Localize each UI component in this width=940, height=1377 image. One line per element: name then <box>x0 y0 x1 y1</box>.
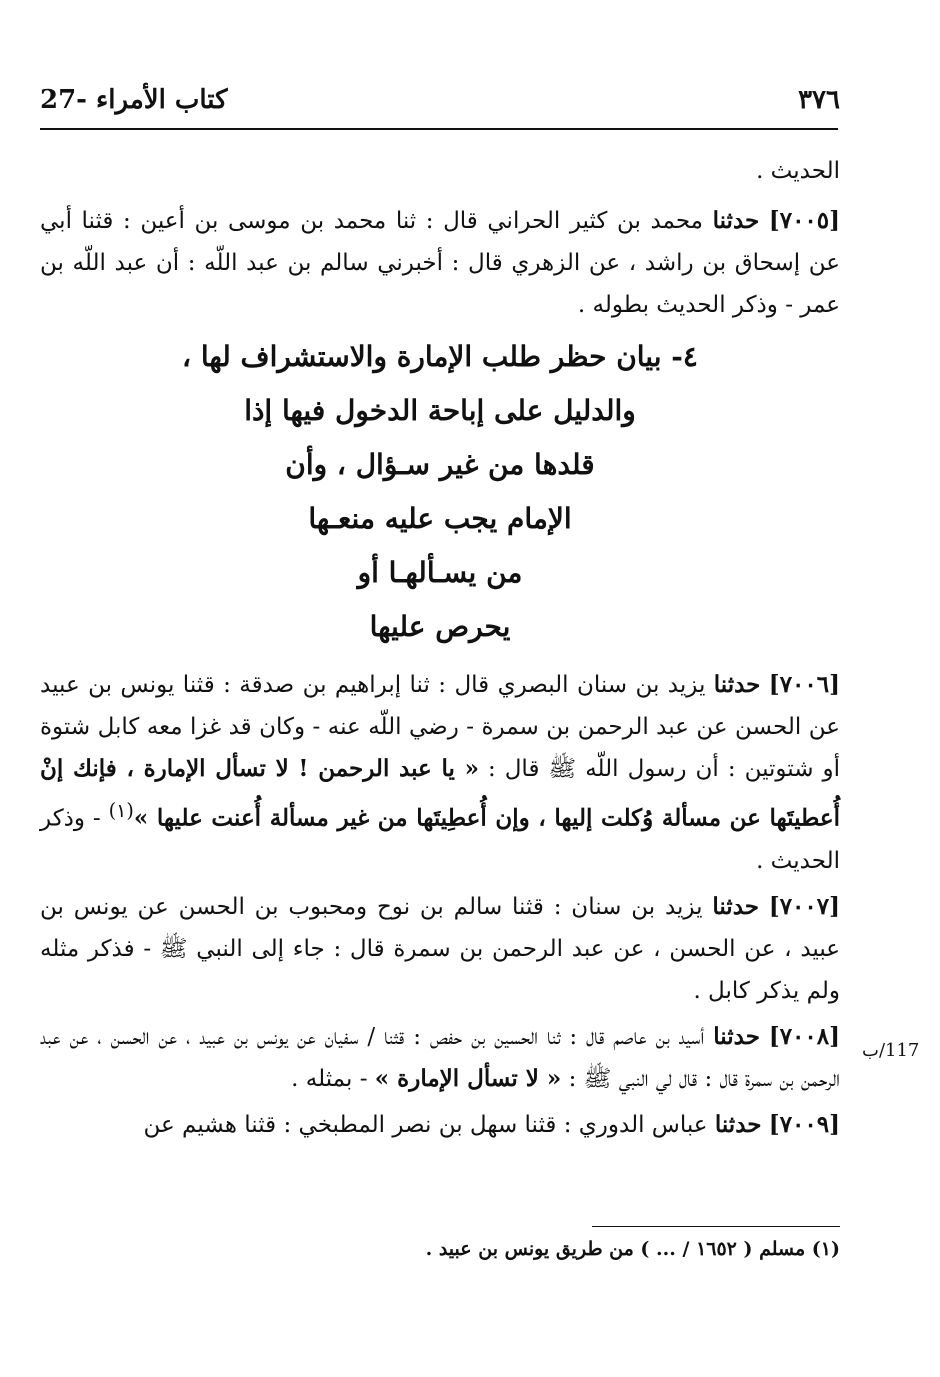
heading-line: يحرص عليها <box>369 610 511 643</box>
main-text <box>40 150 840 1150</box>
hadith-text: عباس الدوري : قثنا سهل بن نصر المطبخي : قثنا هشيم عن <box>143 1111 708 1138</box>
footnote: (١) مسلم ( ١٦٥٢ / ... ) من طريق يونس بن عبيد . <box>425 1238 840 1260</box>
hadith-text: أسيد بن عاصم قال : ثنا الحسين بن حفص : قثنا / سفيان عن يونس بن عبيد ، عن الحسن ، عن عبد الرحمن بن سمرة قال : قال لي النبي ﷺ : <box>40 1023 840 1092</box>
hadith-keyword: حدثنا <box>713 671 761 698</box>
footnote-marker: (١) <box>108 799 134 822</box>
hadith-7006 <box>40 664 840 882</box>
header-rule <box>40 128 838 130</box>
section-heading <box>40 330 840 654</box>
heading-line: قلدها من غير سـؤال ، وأن <box>285 448 595 481</box>
hadith-number: [٧٠٠٩] <box>768 1110 840 1138</box>
chapter-title: 27- كتاب الأمراء <box>40 85 228 115</box>
page-header <box>40 80 840 120</box>
hadith-quote: « يا عبد الرحمن ! لا تسأل الإمارة ، فإنك إنْ أُعطيتَها عن مسألة وُكلت إليها ، وإن أُعطِيتَها من غير مسألة أُعنت عليها » <box>40 755 841 832</box>
hadith-text: محمد بن كثير الحراني قال : ثنا محمد بن موسى بن أعين : قثنا أبي عن إسحاق بن راشد ، عن الزهري قال : أخبرني سالم بن عبد اللّه : أن عبد اللّه بن عمر - وذكر الحديث بطوله . <box>40 208 840 318</box>
hadith-7009 <box>40 1104 840 1146</box>
hadith-number: [٧٠٠٥] <box>768 207 841 234</box>
manuscript-folio-note: 117/ب <box>862 1040 920 1061</box>
hadith-7007 <box>40 886 840 1012</box>
hadith-text: يزيد بن سنان : قثنا سالم بن نوح ومحبوب بن الحسن عن يونس بن عبيد ، عن الحسن ، عن عبد الرحمن بن سمرة قال : جاء إلى النبي ﷺ - فذكر مثله ولم يذكر كابل . <box>40 893 840 1004</box>
page-number: ٣٧٦ <box>798 85 840 115</box>
heading-line: والدليل على إباحة الدخول فيها إذا <box>244 394 636 427</box>
heading-line: من يسـألهـا أو <box>357 556 523 589</box>
hadith-tail: - وذكر الحديث . <box>40 805 840 874</box>
footnote-rule <box>592 1226 840 1227</box>
hadith-quote: « لا تسأل الإمارة » <box>374 1064 562 1092</box>
hadith-keyword: حدثنا <box>714 1110 762 1138</box>
heading-line: الإمام يجب عليه منعـها <box>308 502 572 535</box>
hadith-number: [٧٠٠٦] <box>768 671 840 698</box>
heading-line: ٤- بيان حظر طلب الإمارة والاستشراف لها ، <box>182 340 698 373</box>
hadith-number: [٧٠٠٧] <box>768 892 841 920</box>
hadith-keyword: حدثنا <box>712 207 760 234</box>
hadith-text: يزيد بن سنان البصري قال : ثنا إبراهيم بن صدقة : قثنا يونس بن عبيد عن الحسن عن عبد الرحمن بن سمرة - رضي اللّه عنه - وكان قد غزا معه كابل شتوة أو شتوتين : أن رسول اللّه ﷺ قال : <box>40 672 841 782</box>
hadith-keyword: حدثنا <box>713 1022 760 1050</box>
hadith-7005 <box>40 200 840 326</box>
hadith-7008 <box>40 1016 840 1100</box>
hadith-keyword: حدثنا <box>712 892 759 920</box>
hadith-tail: - بمثله . <box>291 1065 368 1092</box>
hadith-number: [٧٠٠٨] <box>768 1022 841 1050</box>
intro-line: الحديث . <box>756 158 840 184</box>
